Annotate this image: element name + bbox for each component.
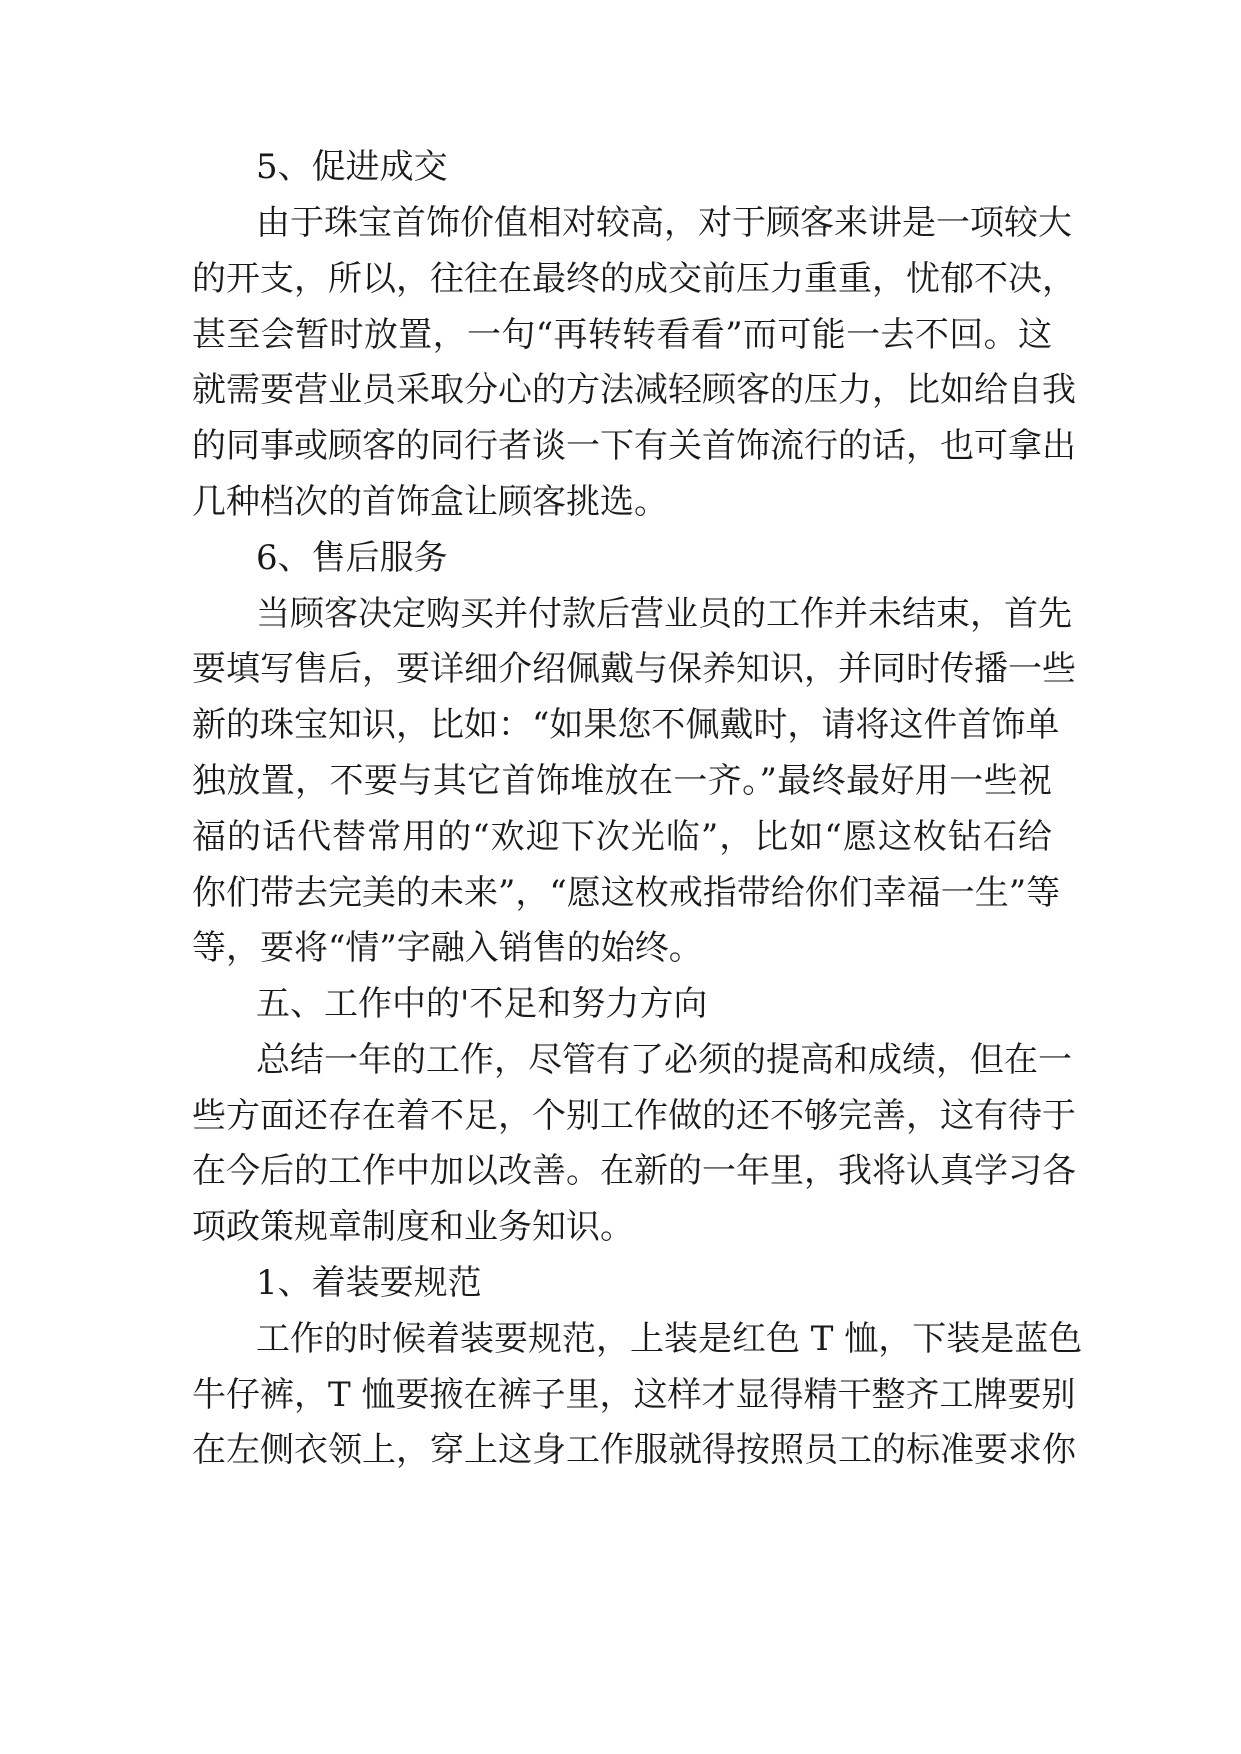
paragraph-line: 些方面还存在着不足，个别工作做的还不够完善，这有待于 bbox=[192, 1096, 1076, 1136]
paragraph-line: 等，要将“情”字融入销售的始终。 bbox=[192, 928, 703, 968]
paragraph-line: 由于珠宝首饰价值相对较高，对于顾客来讲是一项较大 bbox=[256, 203, 1072, 243]
paragraph-line: 新的珠宝知识，比如：“如果您不佩戴时，请将这件首饰单 bbox=[192, 705, 1060, 745]
paragraph-line: 在左侧衣领上，穿上这身工作服就得按照员工的标准要求你 bbox=[192, 1430, 1076, 1470]
section-heading: 5、促进成交 bbox=[256, 147, 448, 187]
paragraph-line: 的开支，所以，往往在最终的成交前压力重重，忧郁不决， bbox=[192, 259, 1076, 299]
paragraph-line: 福的话代替常用的“欢迎下次光临”，比如“愿这枚钻石给 bbox=[192, 817, 1052, 857]
paragraph-line: 总结一年的工作，尽管有了必须的提高和成绩，但在一 bbox=[256, 1040, 1072, 1080]
section-heading: 五、工作中的'不足和努力方向 bbox=[256, 984, 708, 1024]
paragraph-line: 独放置，不要与其它首饰堆放在一齐。”最终最好用一些祝 bbox=[192, 761, 1052, 801]
paragraph-line: 几种档次的首饰盒让顾客挑选。 bbox=[192, 482, 668, 522]
section-heading: 1、着装要规范 bbox=[256, 1263, 482, 1303]
section-heading: 6、售后服务 bbox=[256, 538, 448, 578]
paragraph-line: 项政策规章制度和业务知识。 bbox=[192, 1207, 634, 1247]
paragraph-line: 你们带去完美的未来”，“愿这枚戒指带给你们幸福一生”等 bbox=[192, 873, 1061, 913]
paragraph-line: 要填写售后，要详细介绍佩戴与保养知识，并同时传播一些 bbox=[192, 649, 1076, 689]
paragraph-line: 牛仔裤，T 恤要掖在裤子里，这样才显得精干整齐工牌要别 bbox=[192, 1375, 1076, 1415]
paragraph-line: 的同事或顾客的同行者谈一下有关首饰流行的话，也可拿出 bbox=[192, 426, 1076, 466]
paragraph-line: 在今后的工作中加以改善。在新的一年里，我将认真学习各 bbox=[192, 1151, 1076, 1191]
paragraph-line: 工作的时候着装要规范，上装是红色 T 恤，下装是蓝色 bbox=[256, 1319, 1083, 1359]
paragraph-line: 甚至会暂时放置，一句“再转转看看”而可能一去不回。这 bbox=[192, 315, 1052, 355]
paragraph-line: 当顾客决定购买并付款后营业员的工作并未结束，首先 bbox=[256, 594, 1072, 634]
paragraph-line: 就需要营业员采取分心的方法减轻顾客的压力，比如给自我 bbox=[192, 370, 1076, 410]
